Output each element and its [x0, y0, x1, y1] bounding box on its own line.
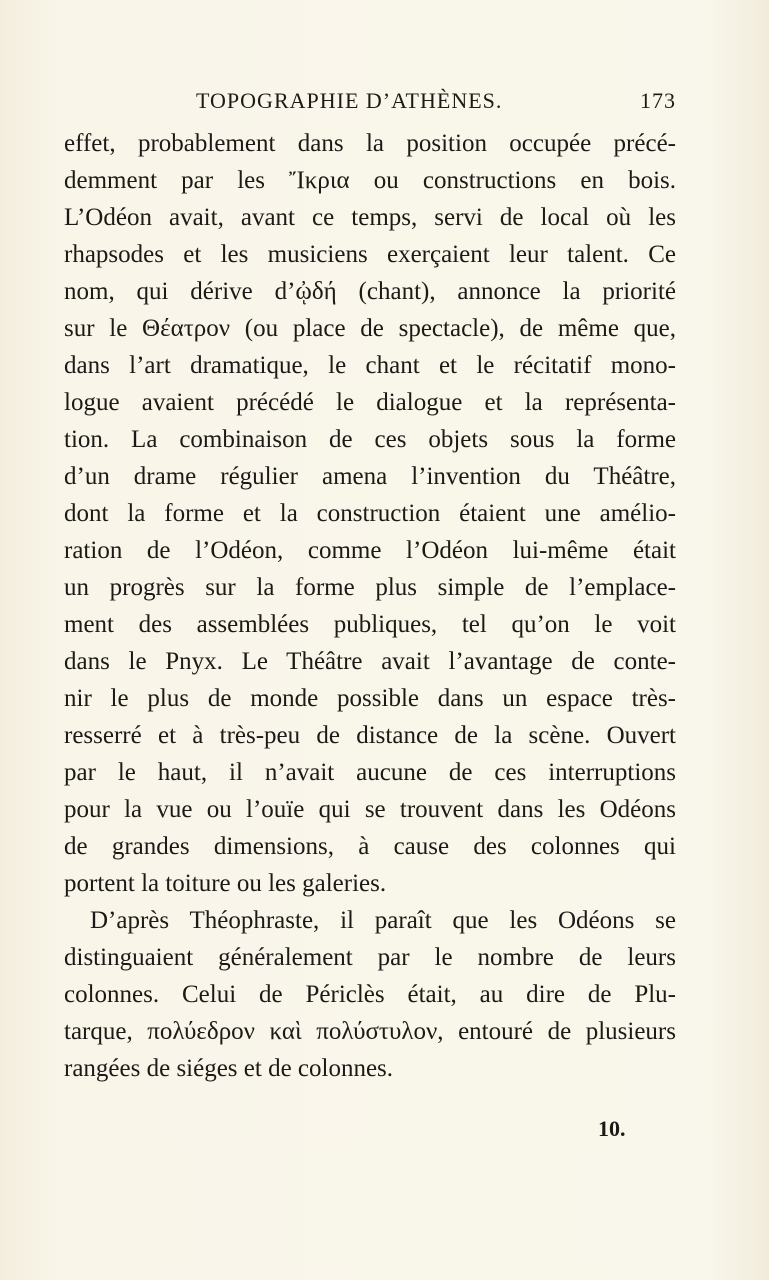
- text-line: un progrès sur la forme plus simple de l’emplace-: [64, 574, 676, 601]
- text-line: ration de l’Odéon, comme l’Odéon lui-même était: [64, 537, 676, 564]
- text-line: pour la vue ou l’ouïe qui se trouvent dans les Odéons: [64, 796, 676, 823]
- text-line: dont la forme et la construction étaient une amélio-: [64, 500, 676, 527]
- running-head: [196, 88, 676, 118]
- text-line: nir le plus de monde possible dans un espace très-: [64, 685, 676, 712]
- text-line: dans le Pnyx. Le Théâtre avait l’avantage de conte-: [64, 648, 676, 675]
- text-line: de grandes dimensions, à cause des colonnes qui: [64, 833, 676, 860]
- text-line: resserré et à très-peu de distance de la scène. Ouvert: [64, 722, 676, 749]
- text-line: rangées de siéges et de colonnes.: [64, 1055, 394, 1082]
- text-line: tion. La combinaison de ces objets sous la forme: [64, 426, 676, 453]
- text-line: D’après Théophraste, il paraît que les Odéons se: [90, 907, 676, 934]
- text-line: par le haut, il n’avait aucune de ces interruptions: [64, 759, 676, 786]
- signature-mark: 10.: [598, 1116, 626, 1141]
- text-line: colonnes. Celui de Périclès était, au dire de Plu-: [64, 981, 676, 1008]
- text-line: logue avaient précédé le dialogue et la représenta-: [64, 389, 676, 416]
- running-title: TOPOGRAPHIE D’ATHÈNES.: [196, 88, 503, 113]
- text-line: demment par les Ἴκρια ou constructions en bois.: [64, 167, 676, 194]
- text-line: distinguaient généralement par le nombre de leurs: [64, 944, 676, 971]
- body-text: [64, 125, 676, 1087]
- text-line: tarque, πολύεδρον καὶ πολύστυλον, entouré de plusieurs: [64, 1018, 676, 1045]
- text-line: effet, probablement dans la position occupée précé-: [64, 130, 676, 157]
- text-line: dans l’art dramatique, le chant et le récitatif mono-: [64, 352, 676, 379]
- text-line: sur le Θέατρον (ou place de spectacle), de même que,: [64, 315, 676, 342]
- text-line: d’un drame régulier amena l’invention du Théâtre,: [64, 463, 676, 490]
- text-line: L’Odéon avait, avant ce temps, servi de local où les: [64, 204, 676, 231]
- page-number: 173: [640, 88, 676, 113]
- text-line: ment des assemblées publiques, tel qu’on le voit: [64, 611, 676, 638]
- text-line: nom, qui dérive d’ᾠδή (chant), annonce la priorité: [64, 278, 676, 305]
- text-line: rhapsodes et les musiciens exerçaient leur talent. Ce: [64, 241, 676, 268]
- text-line: portent la toiture ou les galeries.: [64, 870, 387, 897]
